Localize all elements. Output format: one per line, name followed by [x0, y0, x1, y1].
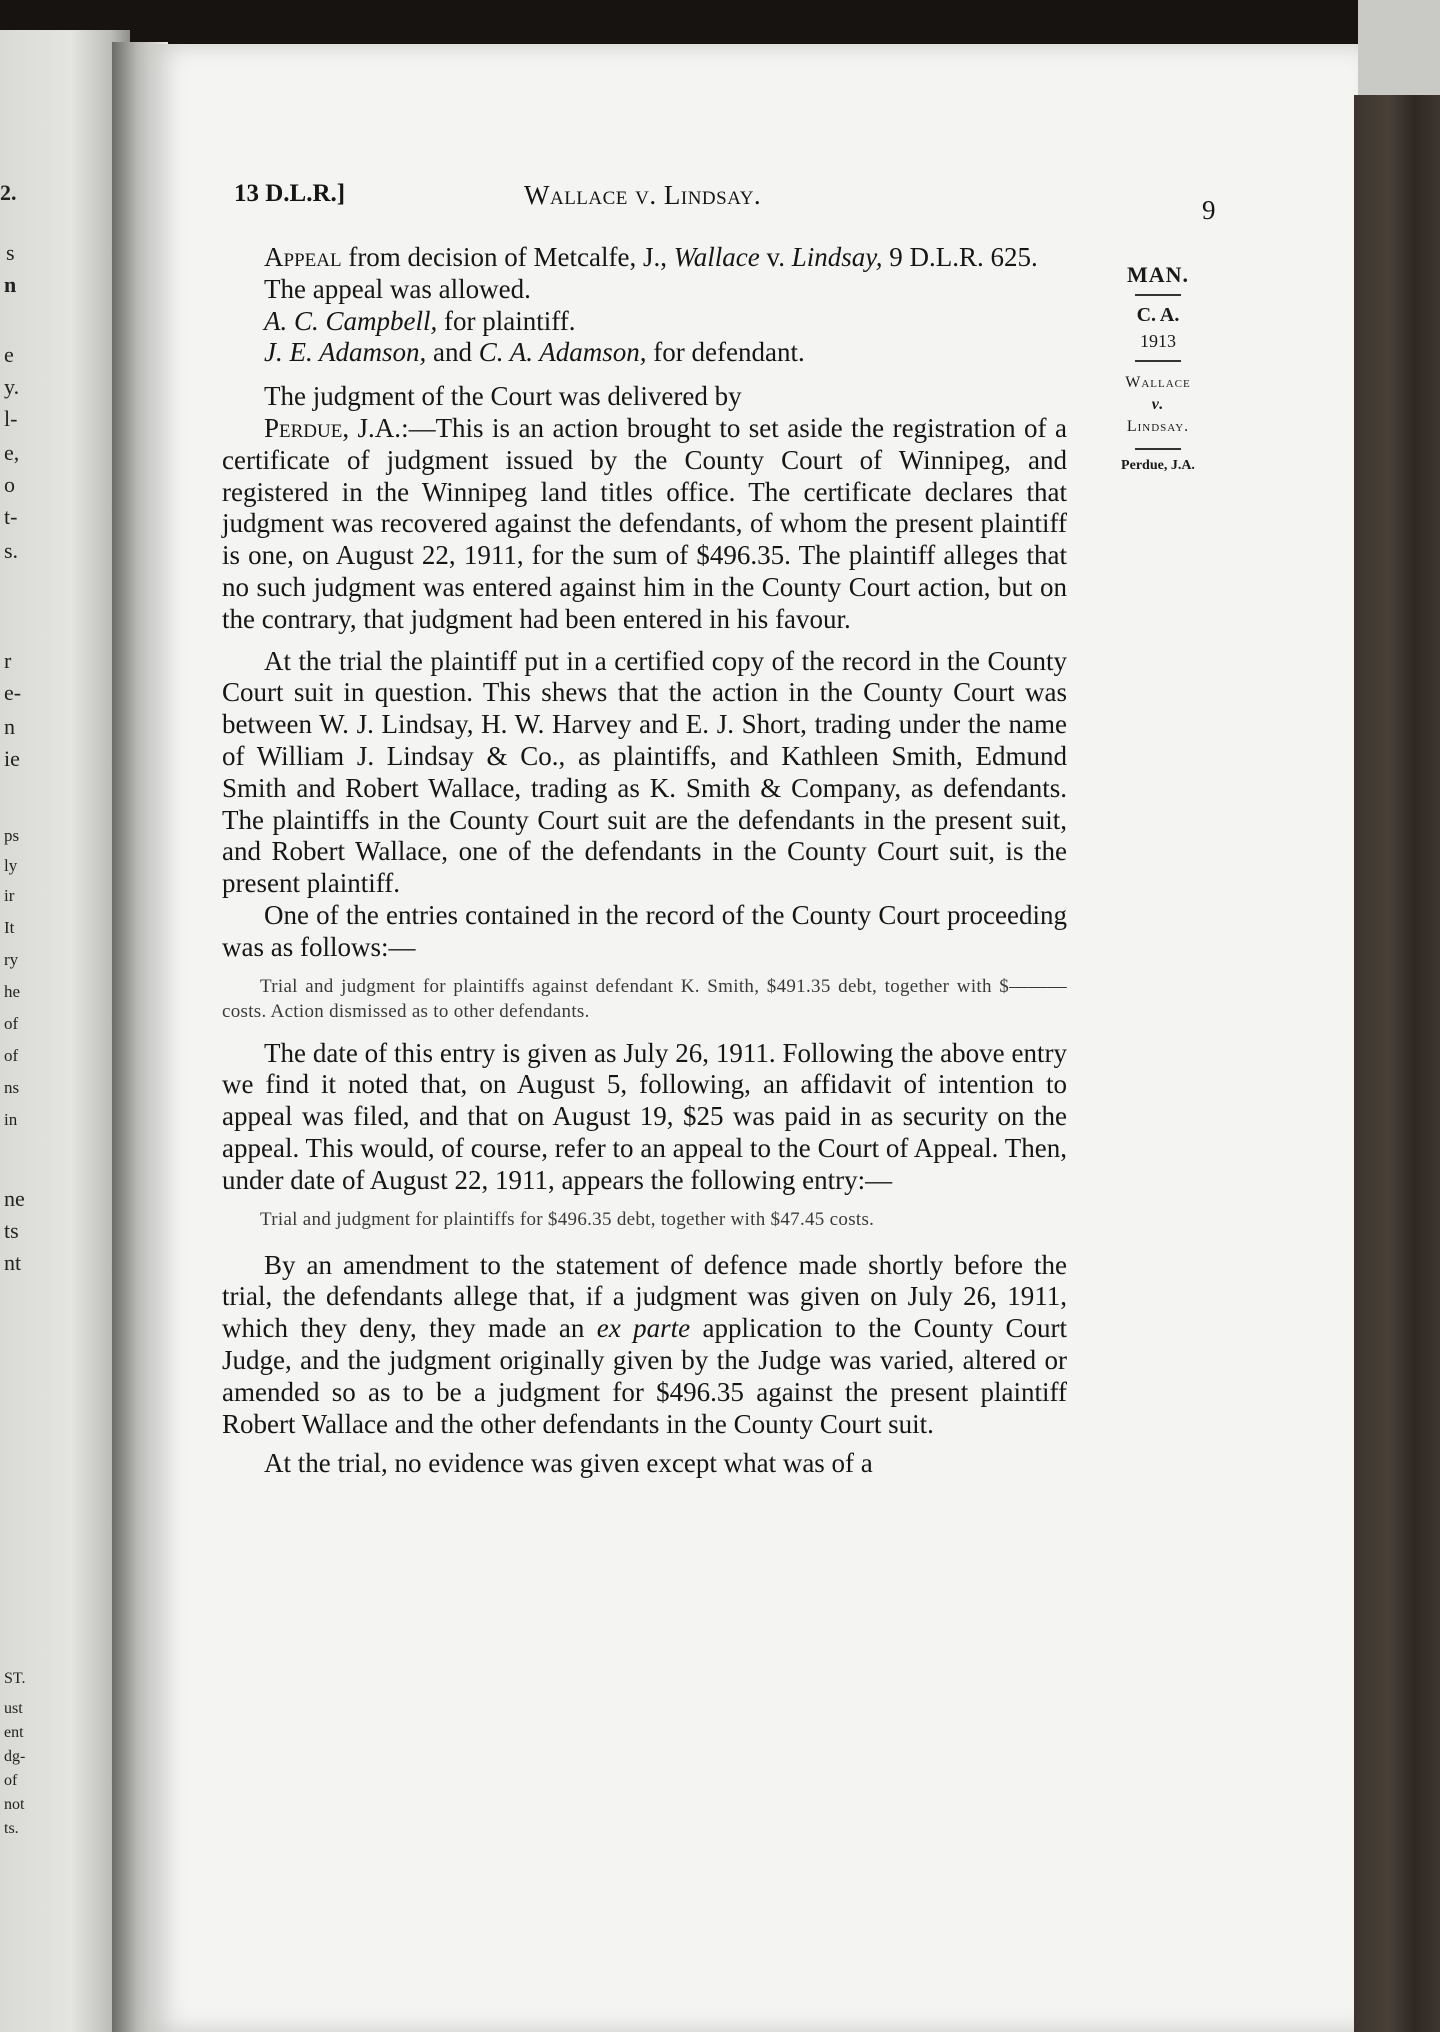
case-year: 1913 [1140, 331, 1176, 351]
paragraph [222, 413, 1067, 636]
counsel-name: J. E. Adamson, [264, 337, 427, 368]
text-run: application to the County Court Judge, and the judgment originally given by the Judge was varied, altered or amended so as to be a judgment for $496.35 against the present plaintiff Robert Wallace and the other defendants in the County Court suit. [222, 1313, 1067, 1439]
left-page-fragment: n [4, 714, 15, 739]
result-line: The appeal was allowed. [264, 273, 531, 304]
left-page-fragment: t- [4, 504, 18, 529]
rule [1135, 448, 1181, 450]
left-page-fragment: s [6, 240, 15, 265]
left-page-fragment: r [4, 648, 12, 673]
delivered-line: The judgment of the Court was delivered by [264, 381, 742, 412]
rule [1135, 294, 1181, 296]
left-page-fragment: l- [4, 406, 18, 431]
case-name-part: Wallace [1125, 374, 1191, 391]
latin-term: ex parte [596, 1313, 691, 1344]
paragraph: One of the entries contained in the record of the County Court proceeding was as follows:— [222, 899, 1067, 962]
page-number: 9 [1202, 195, 1216, 225]
left-page-fragment: of [4, 1772, 18, 1789]
left-page-fragment: ne [4, 1186, 25, 1211]
counsel-name: C. A. Adamson, [478, 337, 647, 368]
left-page-fragment: he [4, 982, 21, 1001]
paragraph: At the trial the plaintiff put in a certified copy of the record in the County Court suit in question. This shews that the action in the County Court was between W. J. Lindsay, H. W. Harvey and E. J. Short, trading under the name of William J. Lindsay & Co., as plaintiffs, and Kathleen Smith, Edmund Smith and Robert Wallace, trading as K. Smith & Company, as defendants. The plaintiffs in the County Court suit are the defendants in the present suit, and Robert Wallace, one of the defendants in the County Court suit, is the present plaintiff. [222, 645, 1067, 899]
text-run: and [426, 337, 479, 368]
left-page-fragment: ly [4, 856, 18, 875]
text-run: v. [759, 242, 792, 272]
case-name: Lindsay, [791, 242, 883, 272]
counsel-defendant [222, 337, 1067, 369]
text-run: :—This is an action brought to set aside the registration of a certificate of judgment issued by the County Court of Winnipeg, and registered in the Winnipeg land titles office. The certificate declares that judgment was recovered against the defendants, of whom the present plaintiff is one, on August 22, 1911, for the sum of $496.35. The plaintiff alleges that no such judgment was entered against him in the County Court action, but on the contrary, that judgment had been entered in his favour. [222, 412, 1067, 634]
left-page-fragment: ie [4, 746, 20, 771]
left-page-fragment: not [4, 1796, 25, 1813]
body-text [222, 242, 1067, 1480]
left-page-fragment: e [4, 342, 14, 367]
text-run: 9 D.L.R. 625. [882, 242, 1038, 272]
text-run: for defendant. [646, 337, 805, 368]
left-page-fragment: ST. [4, 1670, 26, 1687]
text-run: from decision of Metcalfe, J., [341, 242, 674, 272]
left-page-fragment: n [4, 272, 17, 297]
paragraph [222, 1250, 1067, 1441]
book-cover-edge [1354, 95, 1440, 2032]
paragraph: At the trial, no evidence was given except what was of a [264, 1448, 873, 1479]
judge-name-inline: Perdue, J.A. [264, 412, 402, 443]
volume-citation: 13 D.L.R.] [234, 180, 346, 207]
left-page-fragment: nt [4, 1250, 22, 1275]
record-extract: Trial and judgment for plaintiffs for $496.35 debt, together with $47.45 costs. [260, 1208, 875, 1230]
appeal-word: Appeal [264, 242, 342, 272]
left-page-fragment: ent [4, 1724, 24, 1741]
left-page-fragment: y. [4, 374, 20, 399]
running-head [234, 180, 1234, 220]
left-page-fragment: ry [4, 950, 19, 969]
left-page-fragment: 2. [0, 180, 17, 205]
left-page-fragment: e, [4, 440, 20, 465]
judge-name: Perdue, J.A. [1121, 458, 1195, 473]
left-page-fragment: dg- [4, 1748, 26, 1765]
court-abbrev: MAN. [1126, 262, 1190, 287]
left-page-fragment: o [4, 472, 15, 497]
left-page-fragment: ps [4, 826, 20, 845]
left-page-fragment: It [4, 918, 15, 937]
left-page-fragment: e- [4, 680, 22, 705]
text-run: By an amendment to the statement of defence made shortly before the trial, the defendants allege that, if a judgment was given on July 26, 1911, which they deny, they made an [222, 1249, 1067, 1344]
left-page-fragment: of [4, 1014, 19, 1033]
page-edge [1358, 0, 1440, 100]
case-name-part: Lindsay. [1126, 418, 1190, 435]
left-page-fragment: of [4, 1046, 19, 1065]
counsel-plaintiff [222, 306, 1067, 338]
paragraph: The date of this entry is given as July 26, 1911. Following the above entry we find it noted that, on August 5, following, an affidavit of intention to appeal was filed, and that on August 19, $25 was paid in as security on the appeal. This would, of course, refer to an appeal to the Court of Appeal. Then, under date of August 22, 1911, appears the following entry:— [222, 1037, 1067, 1195]
record-extract: Trial and judgment for plaintiffs against defendant K. Smith, $491.35 debt, together with $——— costs. Action dismissed as to other defendants. [222, 975, 1067, 1022]
side-note [1098, 262, 1218, 474]
left-page-fragment: s. [4, 538, 19, 563]
left-page-fragment: in [4, 1110, 18, 1129]
case-title-header: Wallace v. Lindsay. [524, 180, 762, 210]
left-page-fragment: ust [4, 1700, 23, 1717]
left-facing-page [0, 30, 130, 2032]
counsel-name: A. C. Campbell, [264, 305, 438, 336]
left-page-fragment: ir [4, 886, 15, 905]
court-division: C. A. [1136, 304, 1180, 326]
text-run: for plaintiff. [437, 305, 576, 336]
left-page-fragment: ts. [4, 1820, 19, 1837]
left-page-fragment: ts [4, 1218, 19, 1243]
case-name: Wallace [673, 242, 760, 272]
case-name-part: v. [1151, 396, 1165, 413]
appeal-paragraph [222, 242, 1067, 274]
rule [1135, 360, 1181, 362]
left-page-fragment: ns [4, 1078, 20, 1097]
